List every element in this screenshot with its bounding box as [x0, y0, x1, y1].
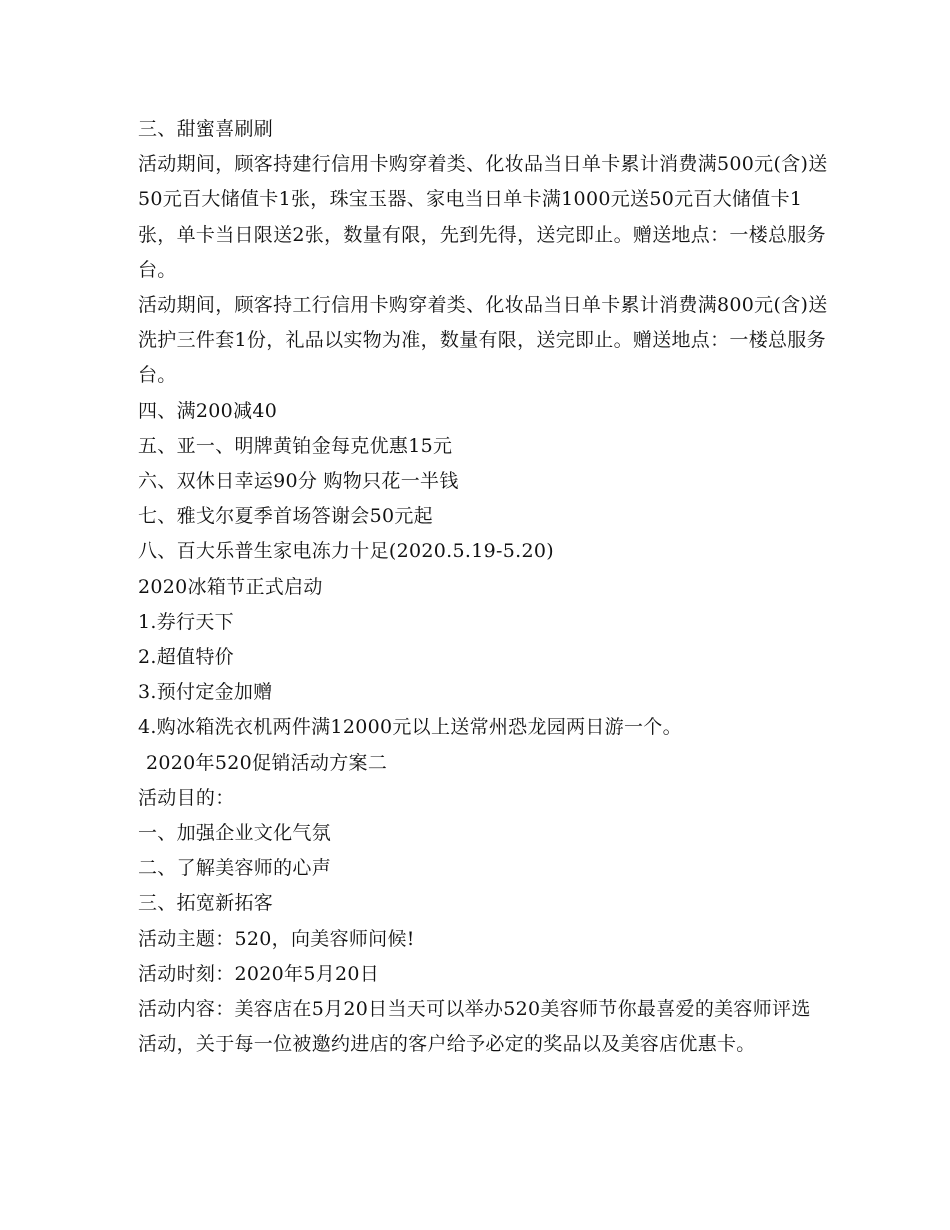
- section-heading-appliances: 八、百大乐普生家电冻力十足(2020.5.19-5.20): [138, 540, 554, 563]
- purpose-item-culture: 一、加强企业文化气氛: [138, 822, 332, 845]
- text-fridge-festival: 2020冰箱节正式启动: [138, 575, 323, 598]
- section-heading-sweet-swipe: 三、甜蜜喜刷刷: [138, 118, 274, 140]
- list-item-deposit-bonus: 3.预付定金加赠: [138, 681, 273, 704]
- list-item-dinosaur-park: 4.购冰箱洗衣机两件满12000元以上送常州恐龙园两日游一个。: [138, 716, 682, 739]
- paragraph-icbc-card-offer: 活动期间，顾客持工行信用卡购穿着类、化妆品当日单卡累计消费满800元(含)送洗护三件套1份，礼品以实物为准，数量有限，送完即止。赠送地点：一楼总服务台。: [138, 294, 828, 387]
- text-activity-time: 活动时刻：2020年5月20日: [138, 962, 380, 985]
- section-heading-weekend-lucky: 六、双休日幸运90分 购物只花一半钱: [138, 470, 459, 493]
- section-heading-gold-offer: 五、亚一、明牌黄铂金每克优惠15元: [138, 434, 453, 457]
- section-heading-discount: 四、满200减40: [138, 399, 278, 422]
- list-item-coupons: 1.券行天下: [138, 610, 234, 633]
- paragraph-ccb-card-offer: 活动期间，顾客持建行信用卡购穿着类、化妆品当日单卡累计消费满500元(含)送50元百大储值卡1张，珠宝玉器、家电当日单卡满1000元送50元百大储值卡1张，单卡当日限送2张，数量有限，先到先得，送完即止。赠送地点：一楼总服务台。: [138, 153, 828, 281]
- section-heading-youngor: 七、雅戈尔夏季首场答谢会50元起: [138, 505, 433, 528]
- text-activity-theme: 活动主题：520，向美容师问候!: [138, 927, 415, 950]
- list-item-special-price: 2.超值特价: [138, 646, 234, 669]
- text-activity-purpose: 活动目的：: [138, 786, 235, 809]
- purpose-item-listen: 二、了解美容师的心声: [138, 857, 332, 880]
- plan-two-title: 2020年520促销活动方案二: [146, 751, 388, 774]
- document-body: [138, 112, 828, 1062]
- paragraph-activity-content: 活动内容：美容店在5月20日当天可以举办520美容师节你最喜爱的美容师评选活动，关于每一位被邀约进店的客户给予必定的奖品以及美容店优惠卡。: [138, 998, 811, 1056]
- purpose-item-new-customers: 三、拓宽新拓客: [138, 892, 274, 915]
